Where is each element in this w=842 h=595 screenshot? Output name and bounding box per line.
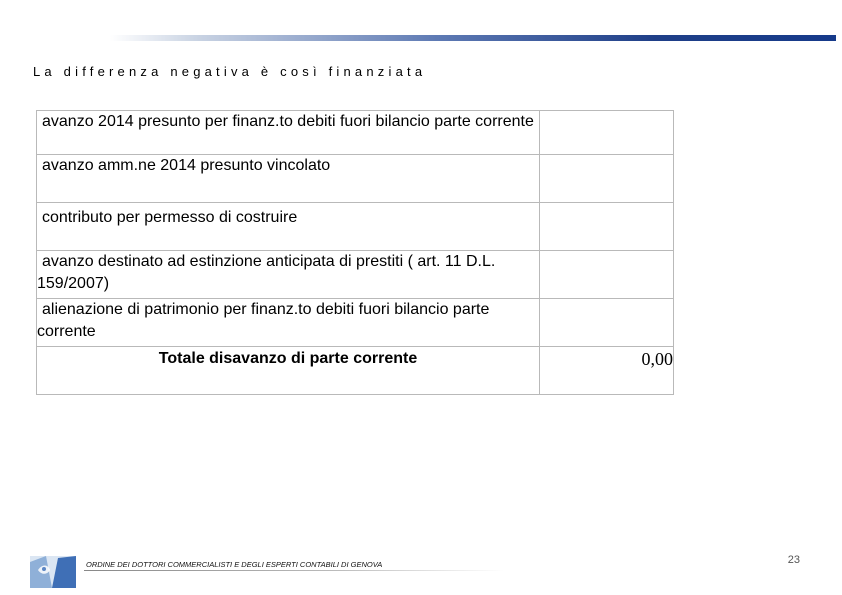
total-value: 0,00 — [641, 349, 673, 369]
row-value — [540, 251, 674, 299]
total-label-cell — [37, 347, 540, 395]
table-row — [37, 111, 674, 155]
total-value-cell — [540, 347, 674, 395]
row-value — [540, 155, 674, 203]
footer-org-name: ORDINE DEI DOTTORI COMMERCIALISTI E DEGLI ESPERTI CONTABILI DI GENOVA — [86, 560, 383, 569]
slide-title: La differenza negativa è così finanziata — [33, 64, 427, 79]
header-rule — [110, 35, 836, 41]
table-row — [37, 299, 674, 347]
row-value — [540, 203, 674, 251]
organization-logo — [30, 556, 76, 588]
footer-rule — [84, 570, 504, 571]
row-value — [540, 299, 674, 347]
row-label: avanzo amm.ne 2014 presunto vincolato — [37, 155, 540, 203]
total-label: Totale disavanzo di parte corrente — [158, 350, 418, 367]
row-label: avanzo 2014 presunto per finanz.to debiti fuori bilancio parte corrente — [37, 111, 540, 155]
total-row — [37, 347, 674, 395]
page-number: 23 — [787, 554, 800, 566]
table-row — [37, 203, 674, 251]
financing-table — [36, 110, 674, 395]
row-label: alienazione di patrimonio per finanz.to debiti fuori bilancio parte corrente — [37, 299, 540, 347]
row-label: contributo per permesso di costruire — [37, 203, 540, 251]
row-label: avanzo destinato ad estinzione anticipata di prestiti ( art. 11 D.L. 159/2007) — [37, 251, 540, 299]
table-row — [37, 155, 674, 203]
row-value — [540, 111, 674, 155]
table-row — [37, 251, 674, 299]
